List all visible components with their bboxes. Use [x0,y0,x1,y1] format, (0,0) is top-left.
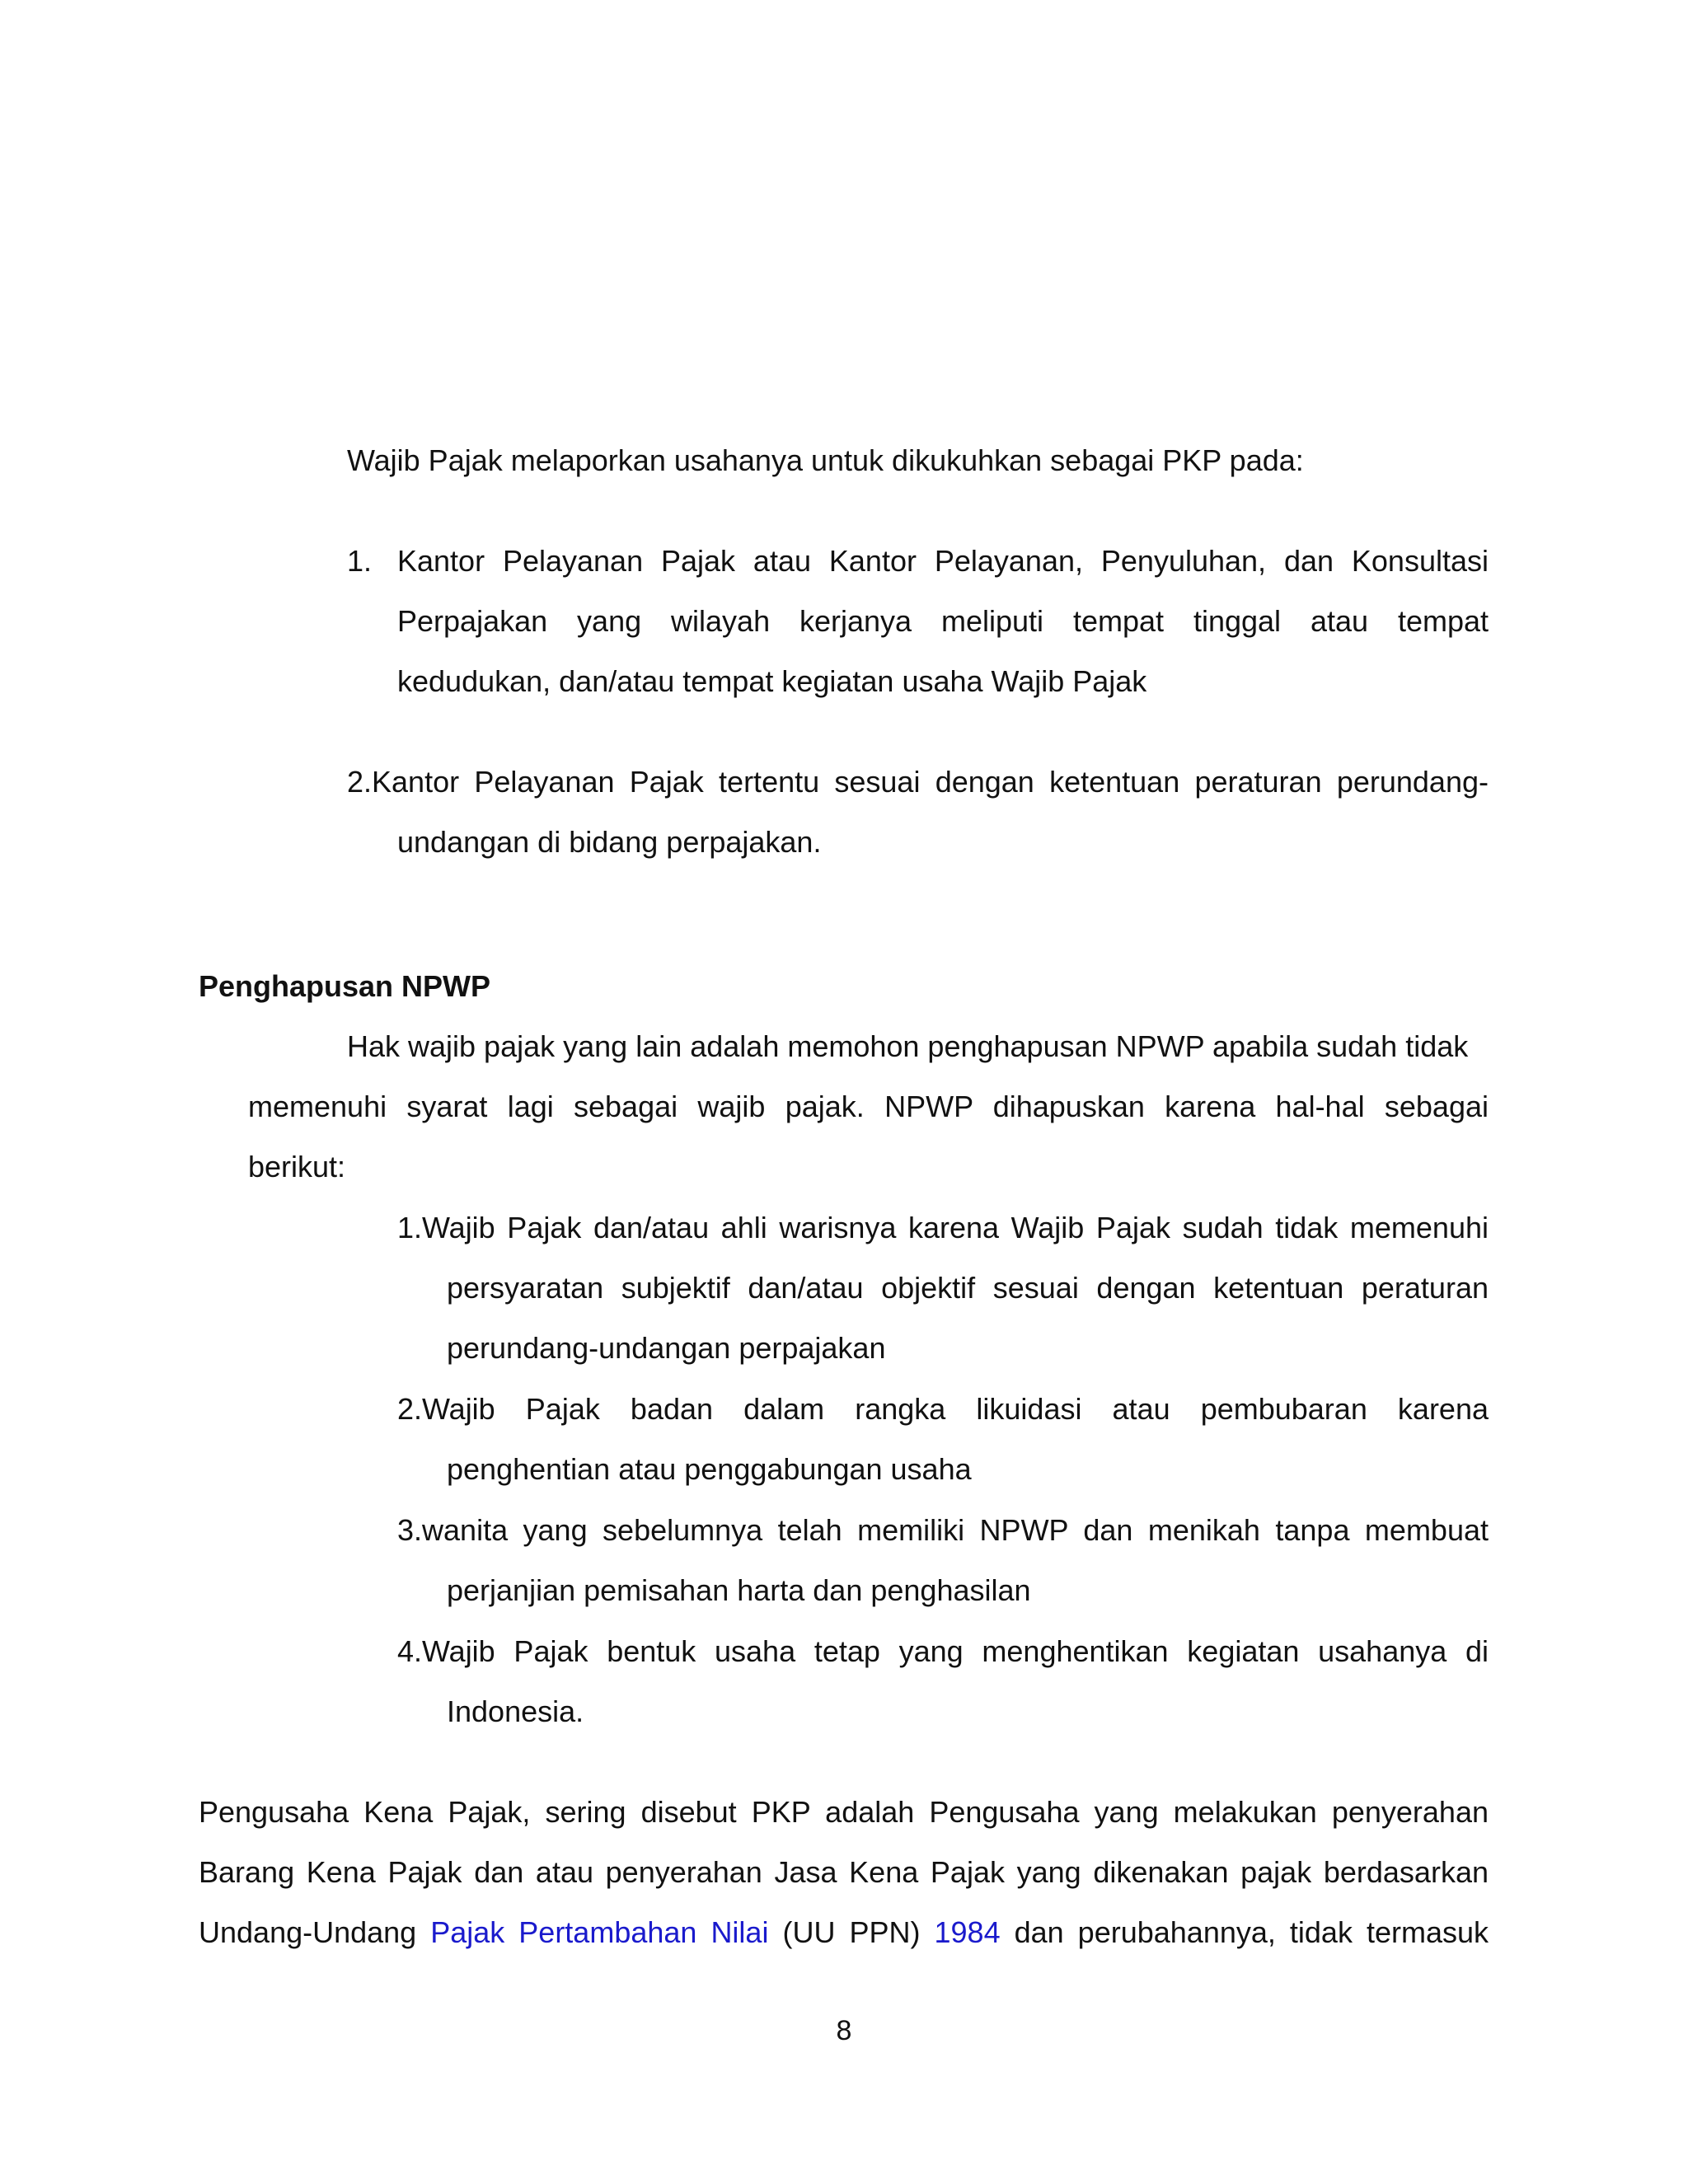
pkp-list-item-1-line-2: Perpajakan yang wilayah kerjanya meliputi tempat tinggal atau tempat [397,604,1489,638]
reason-item-1-line-1: 1.Wajib Pajak dan/atau ahli warisnya karena Wajib Pajak sudah tidak memenuhi [397,1211,1489,1244]
pkp-list-item-2-line-2: undangan di bidang perpajakan. [397,825,822,859]
closing-text-segment: dan perubahannya, tidak termasuk [1000,1915,1489,1949]
ppn-link[interactable]: Pajak Pertambahan Nilai [430,1915,769,1949]
closing-paragraph-line-2: Barang Kena Pajak dan atau penyerahan Jasa Kena Pajak yang dikenakan pajak berdasarkan [199,1855,1489,1889]
reason-item-1-line-2: persyaratan subjektif dan/atau objektif sesuai dengan ketentuan peraturan [447,1271,1489,1305]
reason-item-3-line-1: 3.wanita yang sebelumnya telah memiliki NPWP dan menikah tanpa membuat [397,1513,1489,1547]
year-link[interactable]: 1984 [934,1915,1001,1949]
section-paragraph-line-2: memenuhi syarat lagi sebagai wajib pajak. NPWP dihapuskan karena hal-hal sebagai [248,1090,1489,1123]
intro-text: Wajib Pajak melaporkan usahanya untuk dikukuhkan sebagai PKP pada: [347,443,1304,477]
reason-item-3-line-2: perjanjian pemisahan harta dan penghasilan [447,1573,1031,1607]
section-paragraph-line-1: Hak wajib pajak yang lain adalah memohon penghapusan NPWP apabila sudah tidak [347,1029,1469,1063]
reason-item-4-line-1: 4.Wajib Pajak bentuk usaha tetap yang menghentikan kegiatan usahanya di [397,1634,1489,1668]
reason-item-4-line-2: Indonesia. [447,1694,584,1728]
pkp-list-item-1-number: 1. [347,544,373,578]
pkp-list-item-1-line-3: kedudukan, dan/atau tempat kegiatan usaha Wajib Pajak [397,664,1147,698]
closing-paragraph-line-3 [199,1902,1489,1963]
pkp-list-item-2-line-1: 2.Kantor Pelayanan Pajak tertentu sesuai dengan ketentuan peraturan perundang- [347,765,1489,799]
reason-item-1-line-3: perundang-undangan perpajakan [447,1331,886,1365]
reason-item-2-line-1: 2.Wajib Pajak badan dalam rangka likuidasi atau pembubaran karena [397,1392,1489,1426]
closing-paragraph-line-1: Pengusaha Kena Pajak, sering disebut PKP adalah Pengusaha yang melakukan penyerahan [199,1795,1489,1829]
closing-text-segment: (UU PPN) [768,1915,935,1949]
reason-item-2-line-2: penghentian atau penggabungan usaha [447,1452,972,1486]
closing-text-segment: Undang-Undang [199,1915,431,1949]
page-number: 8 [836,2015,852,2046]
pkp-list-item-1-line-1: Kantor Pelayanan Pajak atau Kantor Pelayanan, Penyuluhan, dan Konsultasi [397,544,1489,578]
section-heading: Penghapusan NPWP [199,969,491,1003]
section-paragraph-line-3: berikut: [248,1150,346,1183]
